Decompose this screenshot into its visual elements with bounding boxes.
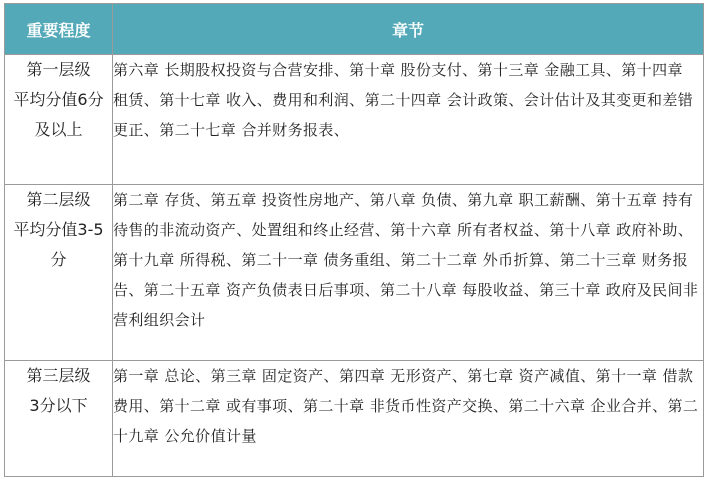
level-cell	[5, 185, 113, 361]
level-cell	[5, 55, 113, 185]
chapters-cell: 第六章 长期股权投资与合营安排、第十章 股份支付、第十三章 金融工具、第十四章 租赁、第十七章 收入、费用和利润、第二十四章 会计政策、会计估计及其变更和差错更正、第二十七章 合并财务报表、	[113, 55, 704, 185]
chapters-cell: 第一章 总论、第三章 固定资产、第四章 无形资产、第七章 资产减值、第十一章 借款费用、第十二章 或有事项、第二十章 非货币性资产交换、第二十六章 企业合并、第二十九章 公允价值计量	[113, 361, 704, 477]
level-cell	[5, 361, 113, 477]
level-score: 平均分值3-5	[13, 220, 104, 239]
level-name: 第三层级	[26, 366, 91, 385]
level-score: 3分以下	[29, 396, 88, 415]
level-name: 第一层级	[26, 60, 91, 79]
level-score-suffix: 分	[50, 250, 67, 269]
table-header-row	[5, 4, 704, 55]
header-chapters: 章节	[113, 4, 704, 55]
table-row	[5, 185, 704, 361]
importance-chapter-table	[4, 3, 704, 477]
chapters-cell: 第二章 存货、第五章 投资性房地产、第八章 负债、第九章 职工薪酬、第十五章 持有待售的非流动资产、处置组和终止经营、第十六章 所有者权益、第十八章 政府补助、第十九章 所得税、第二十一章 债务重组、第二十二章 外币折算、第二十三章 财务报告、第二十五章 资产负债表日后事项、第二十八章 每股收益、第三十章 政府及民间非营利组织会计	[113, 185, 704, 361]
table-row	[5, 55, 704, 185]
level-score-suffix: 及以上	[34, 120, 83, 139]
table-row	[5, 361, 704, 477]
level-score: 平均分值6分	[13, 90, 104, 109]
level-name: 第二层级	[26, 190, 91, 209]
header-importance: 重要程度	[5, 4, 113, 55]
